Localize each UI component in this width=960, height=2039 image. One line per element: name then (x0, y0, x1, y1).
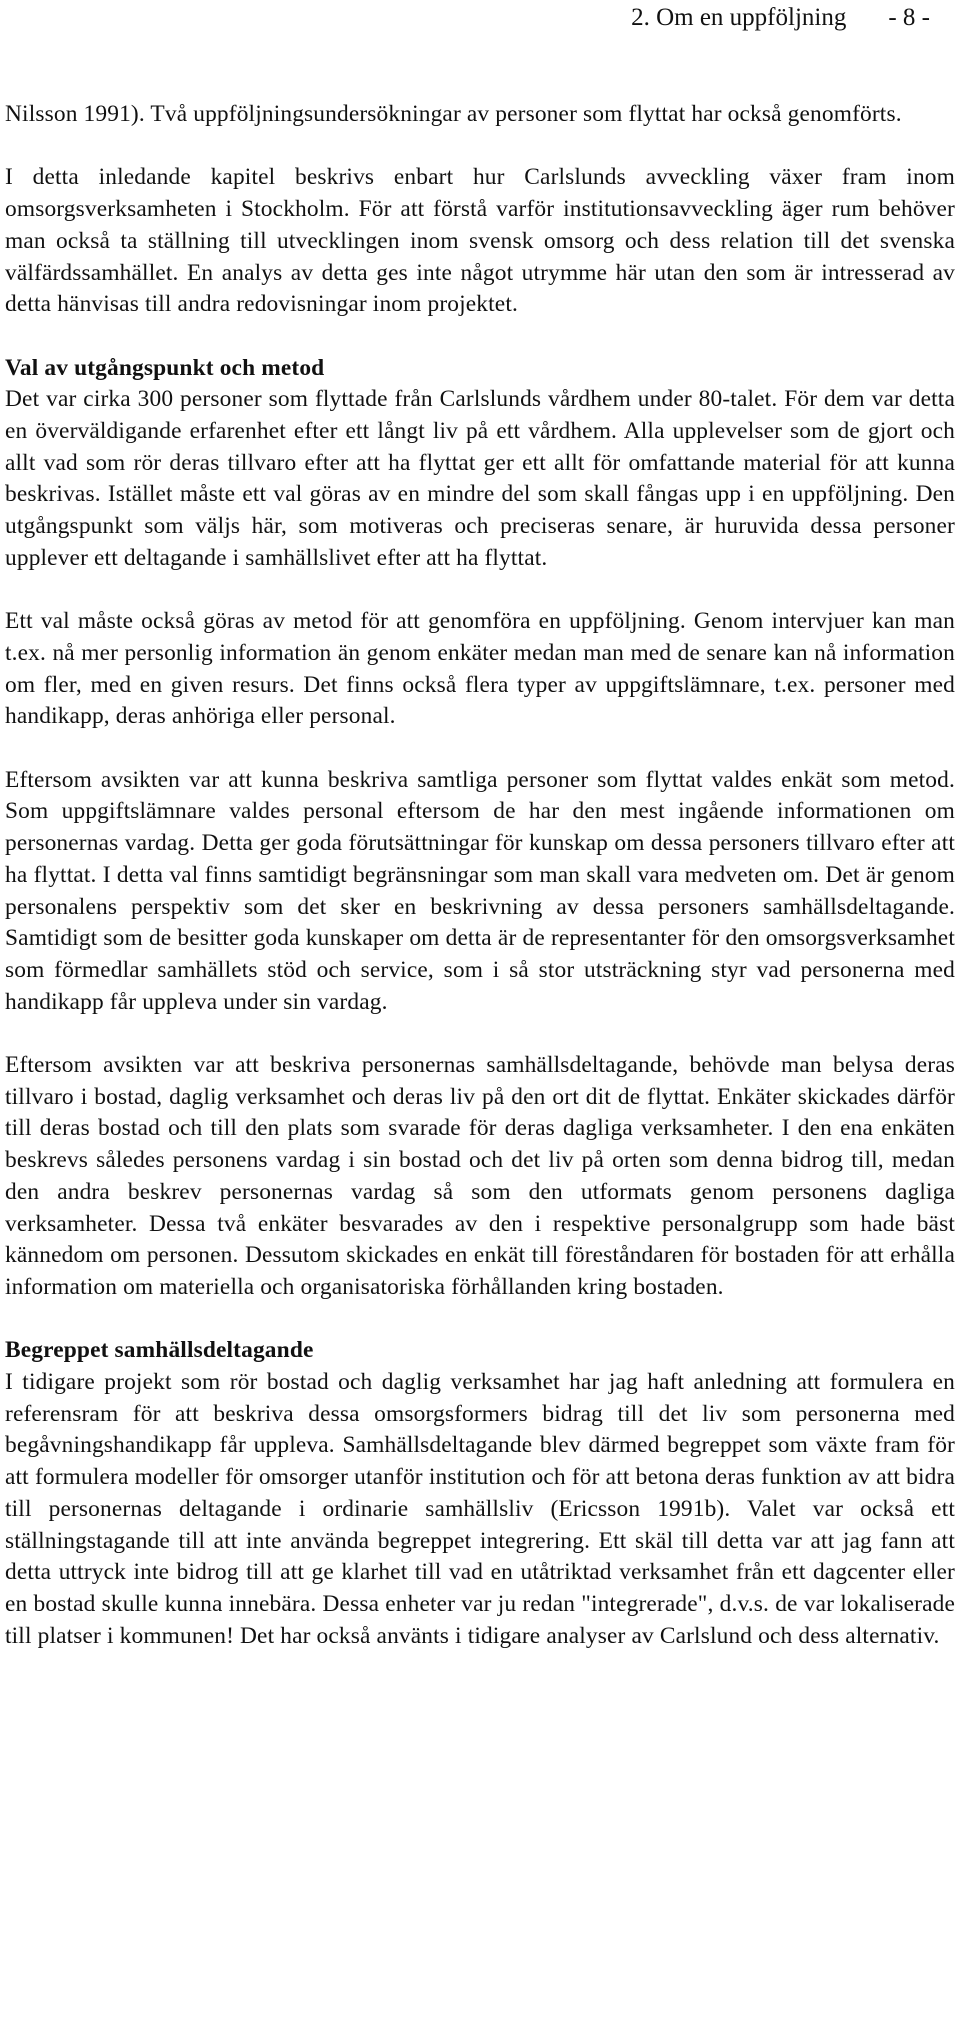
paragraph-intro-continuation: Nilsson 1991). Två uppföljningsundersökningar av personer som flyttat har också genomförts. (5, 101, 902, 127)
paragraph: Det var cirka 300 personer som flyttade från Carlslunds vårdhem under 80-talet. För dem var detta en överväldigande erfarenhet efter ett långt liv på ett vårdhem. Alla upplevelser som de gjort och allt vad som rör deras tillvaro efter att ha flyttat ger ett allt för omfattande material för att kunna beskrivas. Istället måste ett val göras av en mindre del som skall fångas upp i en uppföljning. Den utgångspunkt som väljs här, som motiveras och preciseras senare, är huruvida dessa personer upplever ett deltagande i samhällslivet efter att ha flyttat. (5, 386, 955, 571)
paragraph: I tidigare projekt som rör bostad och daglig verksamhet har jag haft anledning att formulera en referensram för att beskriva dessa omsorgsformers bidrag till det liv som personerna med begåvningshandikapp får uppleva. Samhällsdeltagande blev därmed begreppet som växte fram för att formulera modeller för omsorger utanför institution och för att betona deras funktion av att bidra till personernas deltagande i ordinarie samhällsliv (Ericsson 1991b). Valet var också ett ställningstagande till att inte använda begreppet integrering. Ett skäl till detta var att jag fann att detta uttryck inte bidrog till att ge klarhet till vad en utåtriktad verksamhet från ett dagcenter eller en bostad skulle kunna innebära. Dessa enheter var ju redan "integrerade", d.v.s. de var lokaliserade till platser i kommunen! Det har också använts i tidigare analyser av Carlslund och dess alternativ. (5, 1369, 955, 1649)
paragraph-spacer (5, 733, 955, 765)
page-number: - 8 - (888, 4, 930, 31)
section-social-participation (5, 1335, 955, 1652)
paragraph-intro-background: I detta inledande kapitel beskrivs enbart hur Carlslunds avveckling växer fram inom omsorgsverksamheten i Stockholm. För att förstå varför institutionsavveckling äger rum behöver man också ta ställning till utvecklingen inom svensk omsorg och dess relation till det svenska välfärdssamhället. En analys av detta ges inte något utrymme här utan den som är intresserad av detta hänvisas till andra redovisningar inom projektet. (5, 164, 955, 318)
section-method (5, 353, 955, 1336)
running-header (631, 2, 930, 34)
chapter-title: 2. Om en uppföljning (631, 4, 847, 31)
paragraph-spacer (5, 575, 955, 607)
paragraph: Ett val måste också göras av metod för att genomföra en uppföljning. Genom intervjuer kan man t.ex. nå mer personlig information än genom enkäter medan man med de senare kan nå information om fler, med en given resurs. Det finns också flera typer av uppgiftslämnare, t.ex. personer med handikapp, deras anhöriga eller personal. (5, 608, 955, 730)
body-text (5, 99, 955, 1652)
section-heading: Val av utgångspunkt och metod (5, 354, 325, 381)
section-heading: Begreppet samhällsdeltagande (5, 1337, 314, 1364)
paragraph-spacer (5, 1304, 955, 1336)
paragraph: Eftersom avsikten var att kunna beskriva samtliga personer som flyttat valdes enkät som metod. Som uppgiftslämnare valdes personal eftersom de har den mest ingående informationen om personernas vardag. Detta ger goda förutsättningar för kunskap om dessa personers tillvaro efter att ha flyttat. I detta val finns samtidigt begränsningar som man skall vara medveten om. Det är genom personalens perspektiv som det sker en beskrivning av dessa personers samhällsdeltagande. Samtidigt som de besitter goda kunskaper om detta är de representanter för den omsorgsverksamhet som förmedlar samhällets stöd och service, som i så stor utsträckning styr vad personerna med handikapp får uppleva under sin vardag. (5, 766, 955, 1015)
paragraph-spacer (5, 1018, 955, 1050)
paragraph: Eftersom avsikten var att beskriva personernas samhällsdeltagande, behövde man belysa deras tillvaro i bostad, daglig verksamhet och deras liv på den ort dit de flyttat. Enkäter skickades därför till deras bostad och till den plats som svarade för deras dagliga verksamheter. I den ena enkäten beskrevs således personens vardag i sin bostad och det liv på orten som denna bidrog till, medan den andra beskrev personernas vardag så som den utformats genom personens dagliga verksamheter. Dessa två enkäter besvarades av den i respektive personalgrupp som hade bäst kännedom om personen. Dessutom skickades en enkät till föreståndaren för bostaden för att erhålla information om materiella och organisatoriska förhållanden kring bostaden. (5, 1052, 955, 1300)
